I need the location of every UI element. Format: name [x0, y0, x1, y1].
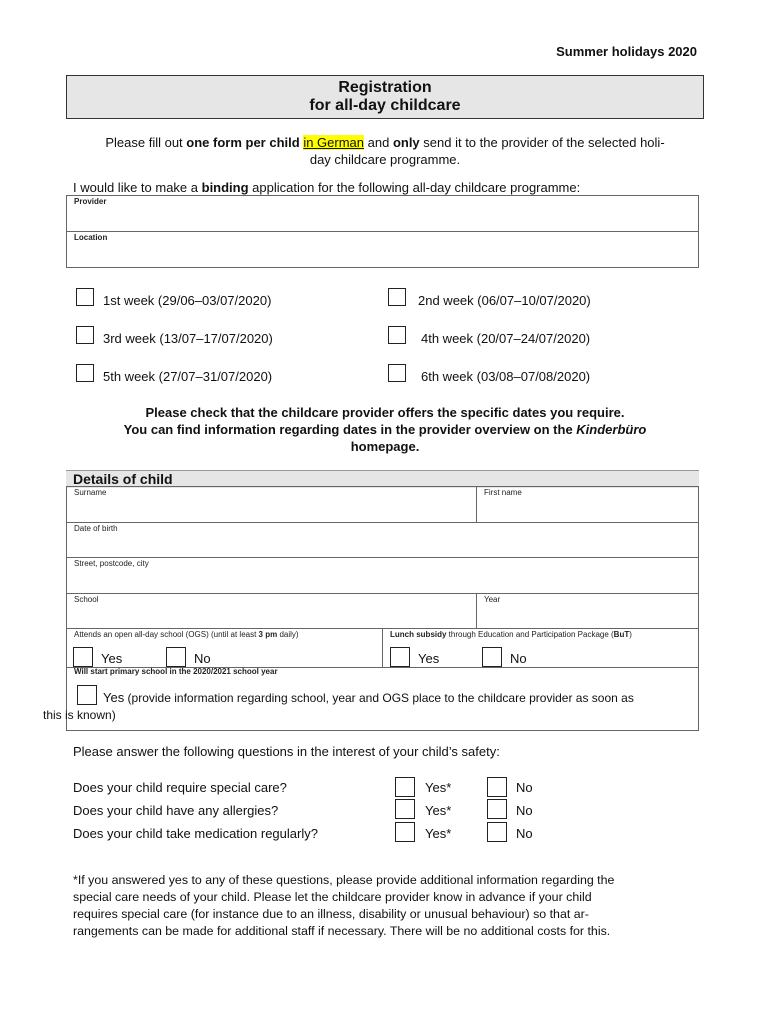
safety-question-3: Does your child take medication regularly?	[73, 826, 318, 841]
first-name-label: First name	[484, 488, 522, 497]
lunch-label-d: )	[629, 630, 632, 639]
special-care-yes-checkbox[interactable]	[395, 777, 415, 797]
medication-no-checkbox[interactable]	[487, 822, 507, 842]
medication-yes-checkbox[interactable]	[395, 822, 415, 842]
dob-label: Date of birth	[74, 524, 118, 533]
intro-bold: one form per child	[186, 135, 300, 150]
first-name-field[interactable]	[476, 486, 699, 523]
year-field[interactable]	[476, 593, 699, 629]
binding-post: application for the following all-day childcare programme:	[248, 180, 581, 195]
allergies-yes-checkbox[interactable]	[395, 799, 415, 819]
safety-question-1: Does your child require special care?	[73, 780, 287, 795]
notice-line2-text: You can find information regarding dates in the provider overview on the	[123, 422, 577, 437]
intro-part: send it to the provider of the selected holi-	[419, 135, 665, 150]
week1-checkbox[interactable]	[76, 288, 94, 306]
primary-note: (provide information regarding school, year and OGS place to the childcare provider as soon as	[124, 691, 634, 705]
medication-yes-label: Yes*	[425, 826, 452, 841]
week5-label: 5th week (27/07–31/07/2020)	[103, 369, 273, 384]
school-label: School	[74, 595, 99, 604]
ogs-label-a: Attends an open all-day school (OGS) (until at least	[74, 630, 259, 639]
notice-kinderbuero: Kinderbüro	[576, 422, 647, 437]
medication-no-label: No	[516, 826, 533, 841]
location-field[interactable]	[66, 231, 699, 268]
week5-checkbox[interactable]	[76, 364, 94, 382]
special-care-yes-label: Yes*	[425, 780, 452, 795]
school-field[interactable]	[66, 593, 477, 629]
binding-text	[73, 180, 580, 195]
notice-line2	[66, 421, 704, 438]
footnote-line: rangements can be made for additional staff if necessary. There will be no additional costs for this.	[73, 924, 611, 938]
header-date: Summer holidays 2020	[556, 44, 697, 59]
intro-bold: only	[392, 135, 420, 150]
lunch-label-a: Lunch subsidy	[390, 630, 447, 639]
street-label: Street, postcode, city	[74, 559, 149, 568]
notice-line1: Please check that the childcare provider offers the specific dates you require.	[145, 405, 625, 420]
ogs-no-checkbox[interactable]	[166, 647, 186, 667]
week2-label: 2nd week (06/07–10/07/2020)	[418, 293, 591, 308]
surname-field[interactable]	[66, 486, 477, 523]
ogs-yes-label: Yes	[101, 651, 123, 666]
special-care-no-label: No	[516, 780, 533, 795]
ogs-no-label: No	[194, 651, 211, 666]
week4-label: 4th week (20/07–24/07/2020)	[421, 331, 591, 346]
dob-field[interactable]	[66, 522, 699, 558]
primary-yes-label: Yes	[103, 690, 125, 705]
footnote	[73, 872, 698, 940]
week3-checkbox[interactable]	[76, 326, 94, 344]
week6-checkbox[interactable]	[388, 364, 406, 382]
week6-label: 6th week (03/08–07/08/2020)	[421, 369, 591, 384]
lunch-no-label: No	[510, 651, 527, 666]
provider-field[interactable]	[66, 195, 699, 232]
week2-checkbox[interactable]	[388, 288, 406, 306]
primary-yes-text	[43, 689, 693, 724]
allergies-no-label: No	[516, 803, 533, 818]
week1-label: 1st week (29/06–03/07/2020)	[103, 293, 272, 308]
ogs-label-c: daily)	[277, 630, 299, 639]
special-care-no-checkbox[interactable]	[487, 777, 507, 797]
intro-part: and	[364, 135, 393, 150]
year-label: Year	[484, 595, 501, 604]
ogs-label	[74, 630, 299, 639]
allergies-yes-label: Yes*	[425, 803, 452, 818]
primary-school-label: Will start primary school in the 2020/2021 school year	[74, 667, 278, 676]
notice-line3: homepage.	[350, 439, 420, 454]
allergies-no-checkbox[interactable]	[487, 799, 507, 819]
footnote-line: requires special care (for instance due to an illness, disability or unusual behaviour) so that ar-	[73, 907, 589, 921]
title-box	[66, 75, 704, 119]
intro-highlight: in German	[303, 135, 365, 150]
safety-question-2: Does your child have any allergies?	[73, 803, 279, 818]
binding-pre: I would like to make a	[73, 180, 202, 195]
lunch-label-b: through Education and Participation Package (	[446, 630, 614, 639]
provider-label: Provider	[74, 197, 107, 206]
location-label: Location	[74, 233, 108, 242]
street-field[interactable]	[66, 557, 699, 594]
page-subtitle: for all-day childcare	[309, 97, 461, 114]
lunch-label-c: BuT	[613, 630, 630, 639]
footnote-line: *If you answered yes to any of these questions, please provide additional information regarding the	[73, 873, 615, 887]
ogs-label-b: 3 pm	[258, 630, 278, 639]
safety-intro: Please answer the following questions in the interest of your child’s safety:	[73, 744, 500, 759]
intro-part: Please fill out	[105, 135, 187, 150]
intro-text	[70, 134, 700, 168]
surname-label: Surname	[74, 488, 107, 497]
lunch-yes-checkbox[interactable]	[390, 647, 410, 667]
binding-bold: binding	[201, 180, 249, 195]
lunch-label	[390, 630, 632, 639]
intro-line2: day childcare programme.	[309, 152, 461, 167]
week4-checkbox[interactable]	[388, 326, 406, 344]
primary-note2: this is known)	[43, 708, 116, 722]
lunch-no-checkbox[interactable]	[482, 647, 502, 667]
week3-label: 3rd week (13/07–17/07/2020)	[103, 331, 273, 346]
footnote-line: special care needs of your child. Please let the childcare provider know in advance if your child	[73, 890, 592, 904]
ogs-yes-checkbox[interactable]	[73, 647, 93, 667]
page-title: Registration	[338, 79, 432, 96]
lunch-yes-label: Yes	[418, 651, 440, 666]
child-heading: Details of child	[73, 471, 173, 487]
dates-notice	[66, 404, 704, 455]
